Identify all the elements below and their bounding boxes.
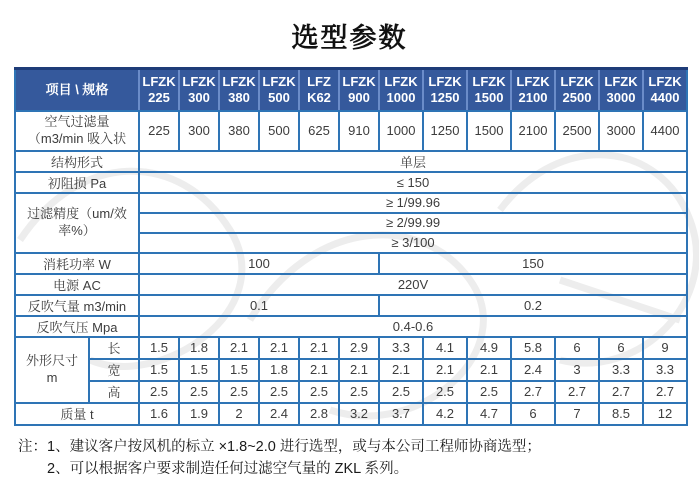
dimensions-label: 外形尺寸 m — [15, 337, 89, 403]
precision-label: 过滤精度（um/效 率%） — [15, 193, 139, 253]
value-cell: 2.5 — [299, 381, 339, 403]
value-cell: 2.4 — [511, 359, 555, 381]
value-cell: 2.5 — [467, 381, 511, 403]
value-cell: 625 — [299, 111, 339, 151]
value-cell: 2.5 — [339, 381, 379, 403]
structure-label: 结构形式 — [15, 151, 139, 172]
footnote-line-1: 1、建议客户按风机的标立 ×1.8~2.0 进行选型，或与本公司工程师协商选型； — [47, 438, 541, 455]
air-flow-label: 空气过滤量 （m3/min 吸入状 — [15, 111, 139, 151]
value-cell: 4.1 — [423, 337, 467, 359]
value-cell: 300 — [179, 111, 219, 151]
value-cell: 380 — [219, 111, 259, 151]
dimension-length-row — [15, 337, 687, 359]
value-cell: 1000 — [379, 111, 423, 151]
blowback-pressure-row — [15, 316, 687, 337]
value-cell: 3000 — [599, 111, 643, 151]
mass-row — [15, 403, 687, 425]
value-cell: 2.5 — [219, 381, 259, 403]
model-header: LFZK 380 — [219, 69, 259, 111]
blowback-volume-label: 反吹气量 m3/min — [15, 295, 139, 316]
value-cell: 1.5 — [219, 359, 259, 381]
value-cell: 2.1 — [423, 359, 467, 381]
model-header: LFZK 2100 — [511, 69, 555, 111]
value-cell: 6 — [555, 337, 599, 359]
power-row — [15, 253, 687, 274]
value-cell: 3.3 — [599, 359, 643, 381]
value-cell: 2.1 — [259, 337, 299, 359]
value-cell: 1.5 — [179, 359, 219, 381]
value-cell: 2.1 — [219, 337, 259, 359]
value-cell: 2.5 — [379, 381, 423, 403]
blowback-pressure-value: 0.4-0.6 — [139, 316, 687, 337]
model-header: LFZK 1000 — [379, 69, 423, 111]
model-header: LFZK 1500 — [467, 69, 511, 111]
header-row — [15, 69, 687, 111]
value-cell: 3.2 — [339, 403, 379, 425]
value-cell: 2 — [219, 403, 259, 425]
value-cell: 3.7 — [379, 403, 423, 425]
value-cell: 2.4 — [259, 403, 299, 425]
value-cell: 1.8 — [179, 337, 219, 359]
value-cell: 6 — [599, 337, 643, 359]
value-cell: 4.7 — [467, 403, 511, 425]
height-sublabel: 高 — [89, 381, 139, 403]
value-cell: 2.1 — [467, 359, 511, 381]
value-cell: 3.3 — [379, 337, 423, 359]
model-header: LFZK 300 — [179, 69, 219, 111]
footnote-line-2: 2、可以根据客户要求制造任何过滤空气量的 ZKL 系列。 — [47, 460, 409, 477]
dimension-height-row — [15, 381, 687, 403]
footnote-prefix: 注： — [18, 438, 47, 455]
value-cell: 7 — [555, 403, 599, 425]
value-cell: 2100 — [511, 111, 555, 151]
value-cell: 2500 — [555, 111, 599, 151]
value-cell: 2.7 — [511, 381, 555, 403]
model-header: LFZK 4400 — [643, 69, 687, 111]
air-flow-row — [15, 111, 687, 151]
power-supply-row — [15, 274, 687, 295]
initial-resistance-value: ≤ 150 — [139, 172, 687, 193]
dimension-width-row — [15, 359, 687, 381]
structure-value: 单层 — [139, 151, 687, 172]
model-header: LFZK 500 — [259, 69, 299, 111]
power-value-left: 100 — [139, 253, 379, 274]
precision-value: ≥ 1/99.96 — [139, 193, 687, 213]
value-cell: 2.5 — [259, 381, 299, 403]
value-cell: 3.3 — [643, 359, 687, 381]
value-cell: 6 — [511, 403, 555, 425]
value-cell: 4.2 — [423, 403, 467, 425]
precision-value: ≥ 3/100 — [139, 233, 687, 253]
blowback-volume-row — [15, 295, 687, 316]
power-supply-value: 220V — [139, 274, 687, 295]
value-cell: 2.9 — [339, 337, 379, 359]
mass-label: 质量 t — [15, 403, 139, 425]
precision-value: ≥ 2/99.99 — [139, 213, 687, 233]
value-cell: 9 — [643, 337, 687, 359]
value-cell: 2.8 — [299, 403, 339, 425]
precision-row-1 — [15, 193, 687, 213]
value-cell: 1.5 — [139, 359, 179, 381]
value-cell: 2.5 — [139, 381, 179, 403]
footnotes — [18, 436, 699, 481]
value-cell: 1500 — [467, 111, 511, 151]
corner-cell: 项目 \ 规格 — [15, 69, 139, 111]
model-header: LFZK 1250 — [423, 69, 467, 111]
value-cell: 1.9 — [179, 403, 219, 425]
value-cell: 910 — [339, 111, 379, 151]
power-value-right: 150 — [379, 253, 687, 274]
value-cell: 1.8 — [259, 359, 299, 381]
initial-resistance-row — [15, 172, 687, 193]
value-cell: 500 — [259, 111, 299, 151]
model-header: LFZK 225 — [139, 69, 179, 111]
footnote-lines — [47, 436, 541, 481]
structure-row — [15, 151, 687, 172]
model-header: LFZ K62 — [299, 69, 339, 111]
initial-resistance-label: 初阻损 Pa — [15, 172, 139, 193]
spec-table — [14, 67, 688, 426]
value-cell: 8.5 — [599, 403, 643, 425]
page-title: 选型参数 — [291, 23, 408, 53]
value-cell: 2.1 — [379, 359, 423, 381]
value-cell: 2.1 — [299, 337, 339, 359]
model-header: LFZK 2500 — [555, 69, 599, 111]
value-cell: 1.6 — [139, 403, 179, 425]
model-header: LFZK 3000 — [599, 69, 643, 111]
power-label: 消耗功率 W — [15, 253, 139, 274]
length-sublabel: 长 — [89, 337, 139, 359]
value-cell: 2.7 — [555, 381, 599, 403]
value-cell: 2.5 — [423, 381, 467, 403]
value-cell: 5.8 — [511, 337, 555, 359]
blowback-pressure-label: 反吹气压 Mpa — [15, 316, 139, 337]
model-header: LFZK 900 — [339, 69, 379, 111]
value-cell: 2.7 — [643, 381, 687, 403]
width-sublabel: 宽 — [89, 359, 139, 381]
value-cell: 4400 — [643, 111, 687, 151]
value-cell: 12 — [643, 403, 687, 425]
value-cell: 1.5 — [139, 337, 179, 359]
blowback-volume-left: 0.1 — [139, 295, 379, 316]
value-cell: 2.7 — [599, 381, 643, 403]
value-cell: 2.1 — [339, 359, 379, 381]
value-cell: 3 — [555, 359, 599, 381]
value-cell: 2.5 — [179, 381, 219, 403]
blowback-volume-right: 0.2 — [379, 295, 687, 316]
value-cell: 225 — [139, 111, 179, 151]
power-supply-label: 电源 AC — [15, 274, 139, 295]
value-cell: 2.1 — [299, 359, 339, 381]
value-cell: 1250 — [423, 111, 467, 151]
value-cell: 4.9 — [467, 337, 511, 359]
